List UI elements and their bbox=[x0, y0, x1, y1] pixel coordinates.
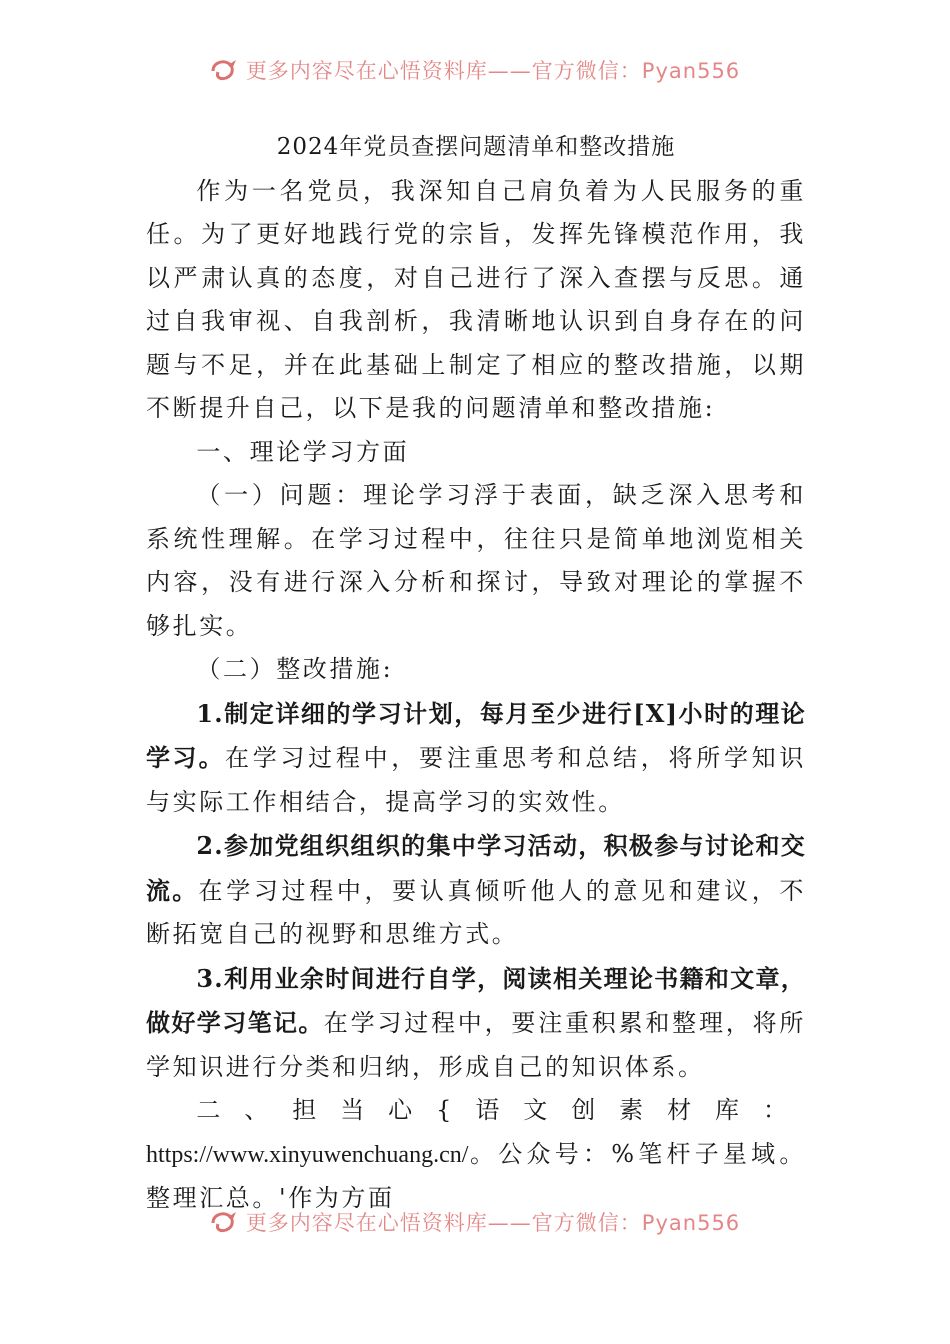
measure1-paragraph bbox=[146, 692, 806, 825]
section2-tail: 。公众号：%笔杆子星域。整理汇总。'作为方面 bbox=[146, 1139, 806, 1212]
document-body bbox=[146, 126, 806, 1221]
measure3-paragraph bbox=[146, 957, 806, 1090]
header-watermark-banner bbox=[0, 50, 950, 90]
footer-watermark-text: 更多内容尽在心悟资料库——官方微信：Pyan556 bbox=[245, 1211, 741, 1235]
logo-icon bbox=[210, 57, 240, 83]
section2-heading: 二、担当心{语文创素材库： bbox=[196, 1096, 806, 1124]
footer-watermark-banner bbox=[0, 1202, 950, 1242]
header-watermark-text: 更多内容尽在心悟资料库——官方微信：Pyan556 bbox=[245, 59, 741, 83]
section1-heading: 一、理论学习方面 bbox=[196, 437, 410, 466]
measure3-text: 在学习过程中，要注重积累和整理，将所学知识进行分类和归纳，形成自己的知识体系。 bbox=[146, 1009, 806, 1081]
intro-paragraph: 作为一名党员，我深知自己肩负着为人民服务的重任。为了更好地践行党的宗旨，发挥先锋模范作用，我以严肃认真的态度，对自己进行了深入查摆与反思。通过自我审视、自我剖析，我清晰地认识到自身存在的问题与不足，并在此基础上制定了相应的整改措施，以期不断提升自己，以下是我的问题清单和整改措施: bbox=[146, 176, 806, 422]
measure2-bold: 2.参加党组织组织的集中学习活动，积极参与讨论和交流。 bbox=[146, 831, 806, 905]
measure1-text: 在学习过程中，要注重思考和总结，将所学知识与实际工作相结合，提高学习的实效性。 bbox=[146, 744, 806, 816]
section2-url: https://www.xinyuwenchuang.cn/ bbox=[146, 1141, 469, 1168]
measure2-paragraph bbox=[146, 824, 806, 957]
measure1-bold: 1.制定详细的学习计划，每月至少进行[X]小时的理论学习。 bbox=[146, 698, 806, 772]
measures-heading: （二）整改措施: bbox=[196, 655, 394, 683]
problem1-paragraph: （一）问题：理论学习浮于表面，缺乏深入思考和系统性理解。在学习过程中，往往只是简单地浏览相关内容，没有进行深入分析和探讨，导致对理论的掌握不够扎实。 bbox=[146, 481, 806, 640]
measure2-text: 在学习过程中，要认真倾听他人的意见和建议，不断拓宽自己的视野和思维方式。 bbox=[146, 876, 806, 948]
logo-icon bbox=[210, 1209, 240, 1235]
page-title: 2024年党员查摆问题清单和整改措施 bbox=[276, 134, 676, 160]
section2-paragraph bbox=[146, 1089, 806, 1221]
measure3-bold: 3.利用业余时间进行自学，阅读相关理论书籍和文章，做好学习笔记。 bbox=[146, 963, 806, 1037]
